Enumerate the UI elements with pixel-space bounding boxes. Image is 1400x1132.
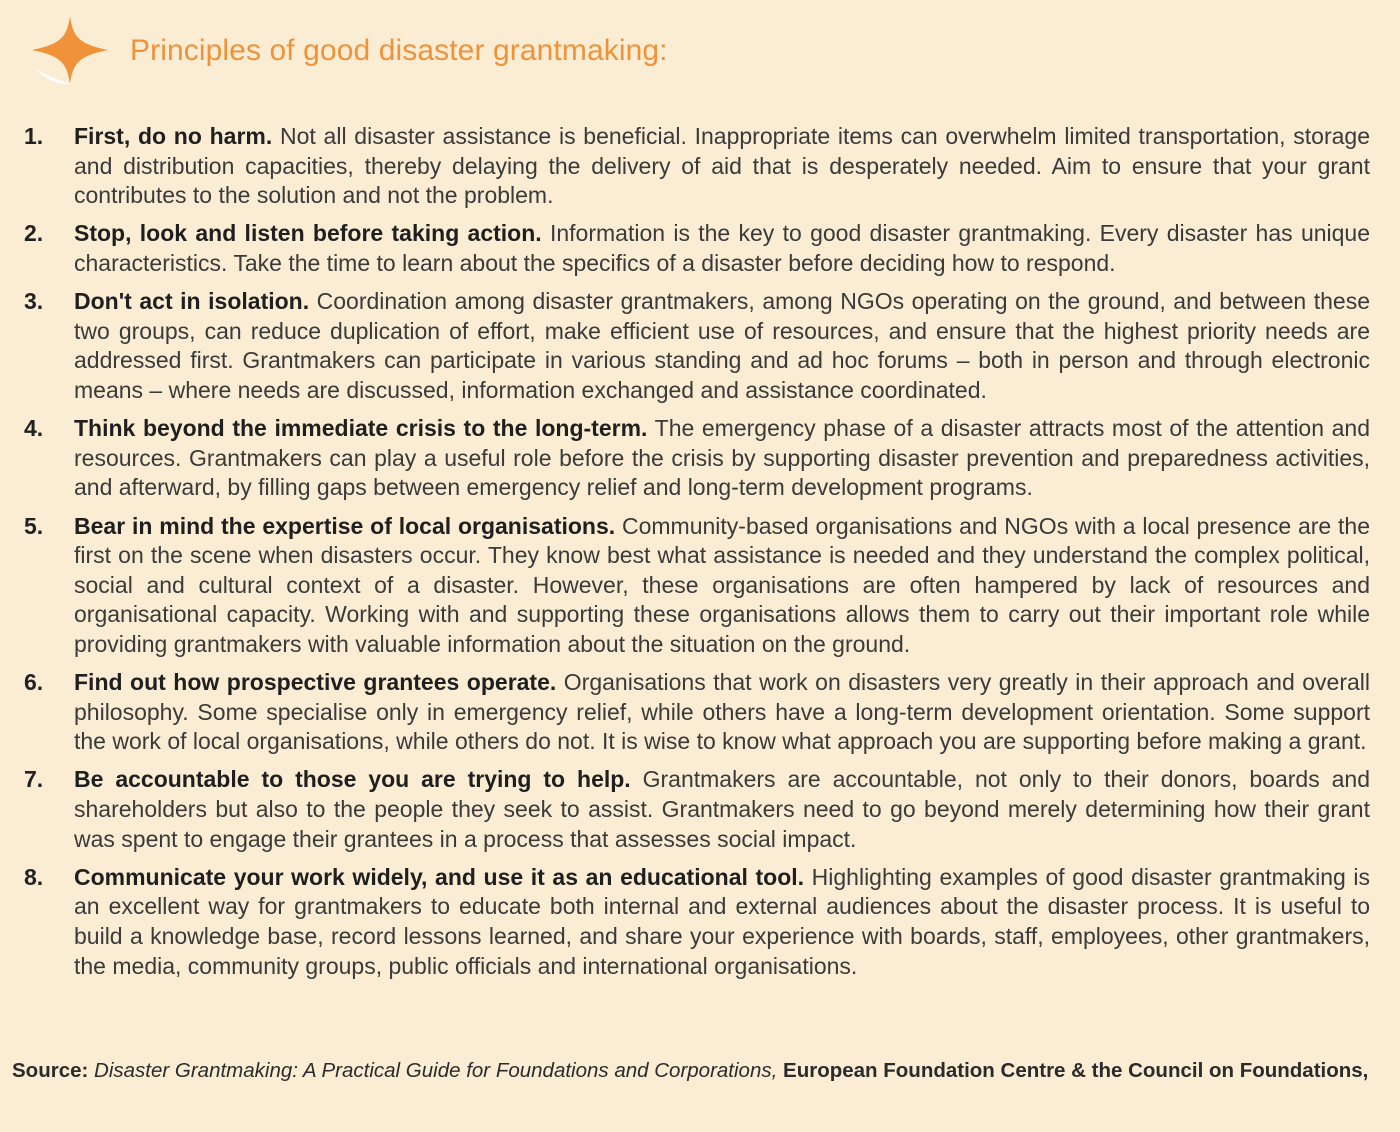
source-citation — [12, 1058, 1384, 1084]
principle-body: Grantmakers are accountable, not only to their donors, boards and shareholders but also to the people they seek to assist. Grantmakers need to go beyond merely determining how their grant was spent to engage their grantees in a process that assesses social impact. — [74, 766, 1370, 852]
page-title: Principles of good disaster grantmaking: — [130, 34, 668, 67]
principle-text — [74, 512, 1370, 660]
principle-lead: Find out how prospective grantees operate. — [74, 669, 557, 696]
principle-item — [24, 512, 1370, 660]
principle-text — [74, 219, 1370, 278]
principle-body: Information is the key to good disaster grantmaking. Every disaster has unique characteristics. Take the time to learn about the specifics of a disaster before deciding how to respond. — [74, 220, 1371, 276]
principle-body: The emergency phase of a disaster attracts most of the attention and resources. Grantmakers can play a useful role before the crisis by supporting disaster prevention and preparedness activities, and afterward, by filling gaps between emergency relief and long-term development programs. — [74, 415, 1370, 501]
principle-number: 4. — [24, 415, 44, 442]
principle-item — [24, 414, 1370, 503]
principle-item — [24, 122, 1370, 211]
source-label: Source: — [12, 1059, 89, 1082]
principle-text — [74, 863, 1370, 981]
source-organisations: European Foundation Centre & the Council on Foundations, — [783, 1059, 1369, 1082]
principle-number: 6. — [24, 669, 44, 696]
source-title: Disaster Grantmaking: A Practical Guide for Foundations and Corporations, — [94, 1059, 778, 1082]
principle-lead: Communicate your work widely, and use it as an educational tool. — [74, 863, 805, 890]
principle-lead: Stop, look and listen before taking action. — [74, 220, 542, 247]
principle-number: 1. — [24, 123, 44, 149]
principle-item — [24, 668, 1370, 757]
principles-list — [24, 122, 1370, 990]
principle-body: Organisations that work on disasters very greatly in their approach and overall philosophy. Some specialise only in emergency relief, while others have a long-term development orientation. Some support the work of local organisations, while others do not. It is wise to know what approach you are supporting before making a grant. — [74, 669, 1370, 755]
principle-body: Community-based organisations and NGOs with a local presence are the first on the scene when disasters occur. They know best what assistance is needed and they understand the complex political, social and cultural context of a disaster. However, these organisations are often hampered by lack of resources and organisational capacity. Working with and supporting these organisations allows them to carry out their important role while providing grantmakers with valuable information about the situation on the ground. — [74, 512, 1371, 657]
principle-item — [24, 765, 1370, 854]
principle-text — [74, 122, 1370, 211]
principle-text — [74, 414, 1370, 503]
principle-body: Coordination among disaster grantmakers, among NGOs operating on the ground, and between these two groups, can reduce duplication of effort, make efficient use of resources, and ensure that the highest priority needs are addressed first. Grantmakers can participate in various standing and ad hoc forums – both in person and through electronic means – where needs are discussed, information exchanged and assistance coordinated. — [74, 288, 1370, 403]
principle-item — [24, 287, 1370, 405]
principle-text — [74, 668, 1370, 757]
principle-text — [74, 765, 1370, 854]
principle-number: 7. — [24, 766, 44, 793]
header — [18, 14, 1378, 90]
principle-lead: Think beyond the immediate crisis to the long-term. — [74, 415, 648, 442]
principle-body: Highlighting examples of good disaster grantmaking is an excellent way for grantmakers to educate both internal and external audiences about the disaster process. It is useful to build a knowledge base, record lessons learned, and share your experience with boards, staff, employees, other grantmakers, the media, community groups, public officials and international organisations. — [74, 863, 1370, 979]
principle-item — [24, 863, 1370, 981]
principle-number: 3. — [24, 288, 44, 315]
principle-lead: First, do no harm. — [74, 123, 273, 149]
four-point-star-icon — [20, 14, 116, 90]
principle-item — [24, 219, 1370, 278]
principle-text — [74, 287, 1370, 405]
principle-lead: Don't act in isolation. — [74, 288, 310, 315]
principle-body: Not all disaster assistance is beneficial. Inappropriate items can overwhelm limited transportation, storage and distribution capacities, thereby delaying the delivery of aid that is desperately needed. Aim to ensure that your grant contributes to the solution and not the problem. — [74, 123, 1370, 209]
principle-lead: Bear in mind the expertise of local organisations. — [74, 512, 616, 539]
principle-number: 2. — [24, 220, 44, 247]
principle-number: 5. — [24, 512, 44, 539]
principle-lead: Be accountable to those you are trying to help. — [74, 766, 631, 793]
principle-number: 8. — [24, 863, 44, 890]
